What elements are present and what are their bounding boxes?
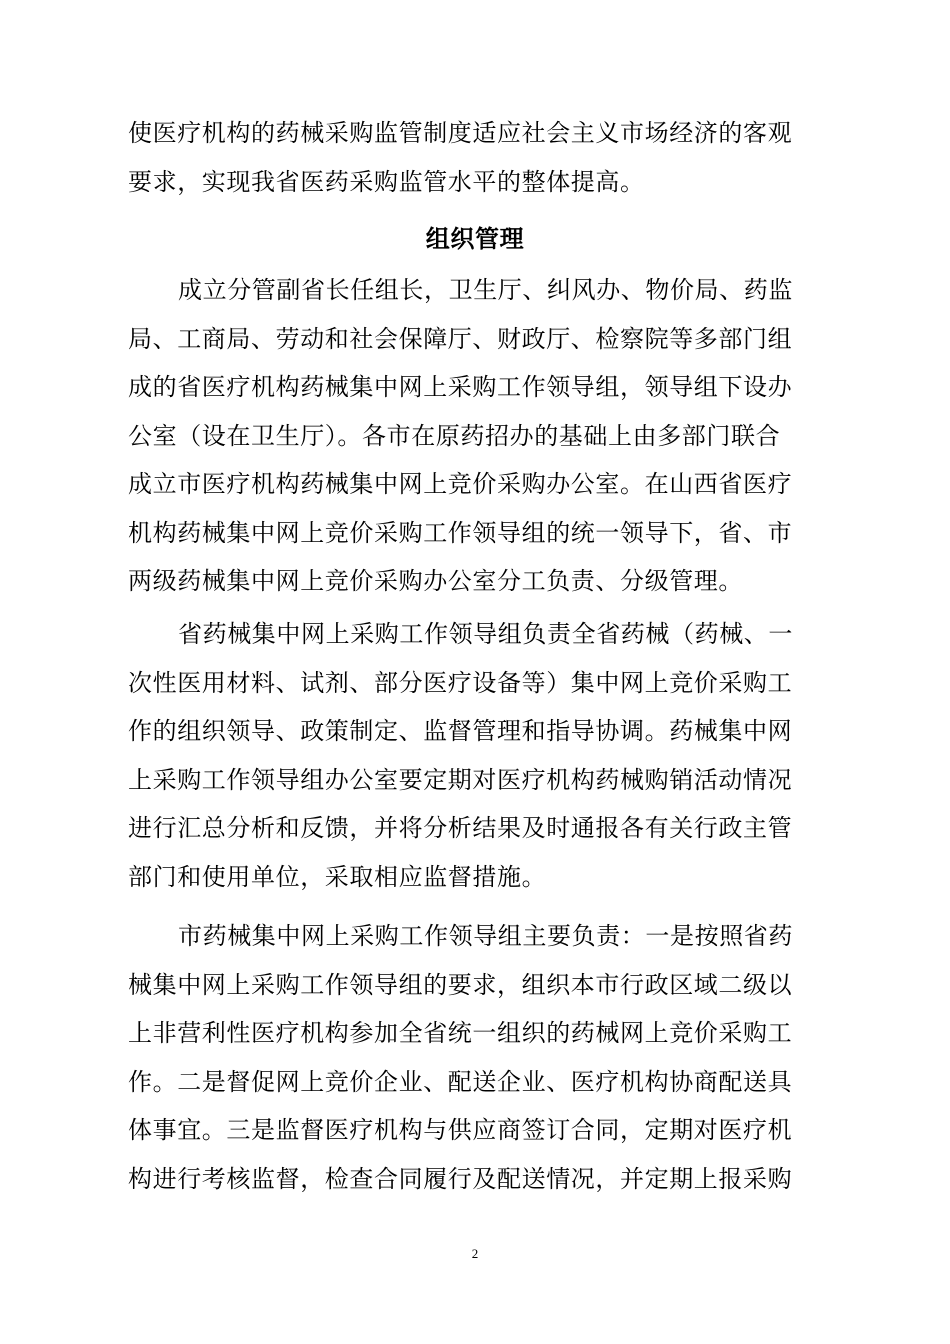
- text-line: 使医疗机构的药械采购监管制度适应社会主义市场经济的客观: [128, 119, 793, 147]
- text-line: 要求，实现我省医药采购监管水平的整体提高。: [128, 167, 645, 196]
- intro-paragraph: [128, 109, 828, 206]
- text-line: 作的组织领导、政策制定、监督管理和指导协调。药械集中网: [128, 717, 793, 745]
- text-line: 省药械集中网上采购工作领导组负责全省药械（药械、一: [178, 620, 793, 648]
- text-line: 构进行考核监督，检查合同履行及配送情况，并定期上报采购: [128, 1164, 793, 1193]
- text-line: 机构药械集中网上竞价采购工作领导组的统一领导下，省、市: [128, 518, 793, 547]
- text-line: 进行汇总分析和反馈，并将分析结果及时通报各有关行政主管: [128, 814, 793, 842]
- text-line: 上采购工作领导组办公室要定期对医疗机构药械购销活动情况: [128, 765, 793, 794]
- section-heading: 组织管理: [425, 224, 525, 253]
- text-line: 械集中网上采购工作领导组的要求，组织本市行政区域二级以: [128, 970, 793, 999]
- page-number: 2: [471, 1246, 479, 1261]
- text-line: 次性医用材料、试剂、部分医疗设备等）集中网上竞价采购工: [128, 668, 793, 697]
- text-line: 两级药械集中网上竞价采购办公室分工负责、分级管理。: [128, 567, 743, 595]
- text-line: 局、工商局、劳动和社会保障厅、财政厅、检察院等多部门组: [128, 324, 793, 353]
- paragraph-2: [128, 610, 828, 901]
- text-line: 公室（设在卫生厅）。各市在原药招办的基础上由多部门联合: [128, 421, 781, 450]
- text-line: 成的省医疗机构药械集中网上采购工作领导组，领导组下设办: [128, 373, 793, 401]
- paragraph-1: [128, 266, 828, 606]
- text-line: 作。二是督促网上竞价企业、配送企业、医疗机构协商配送具: [128, 1067, 793, 1096]
- text-line: 成立市医疗机构药械集中网上竞价采购办公室。在山西省医疗: [128, 470, 793, 498]
- text-line: 成立分管副省长任组长，卫生厅、纠风办、物价局、药监: [178, 276, 793, 304]
- text-line: 市药械集中网上采购工作领导组主要负责：一是按照省药: [178, 922, 793, 950]
- text-line: 体事宜。三是监督医疗机构与供应商签订合同，定期对医疗机: [128, 1116, 793, 1144]
- text-line: 上非营利性医疗机构参加全省统一组织的药械网上竞价采购工: [128, 1019, 793, 1047]
- paragraph-3: [128, 912, 828, 1203]
- text-line: 部门和使用单位，采取相应监督措施。: [128, 862, 547, 891]
